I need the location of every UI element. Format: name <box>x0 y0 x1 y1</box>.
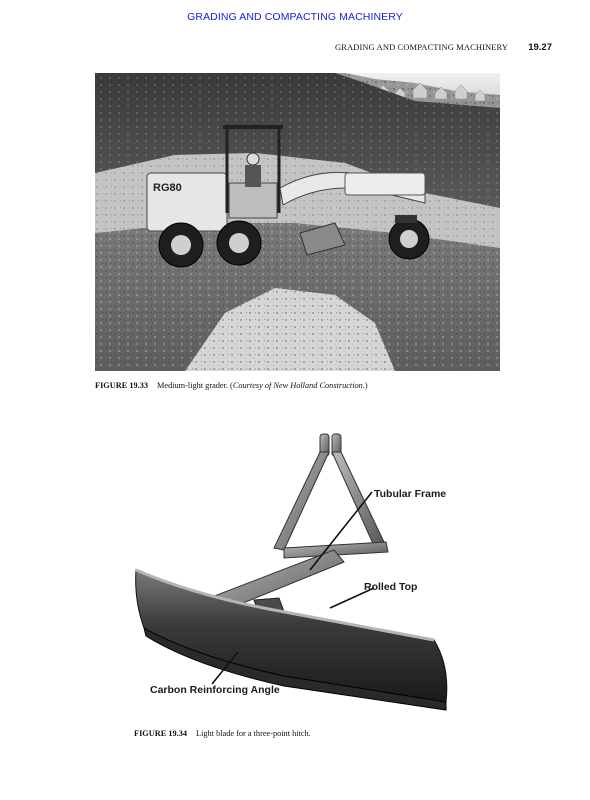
figure-19-33-caption <box>95 381 368 390</box>
figure-19-33-number: FIGURE 19.33 <box>95 381 149 390</box>
tubular-frame-label: Tubular Frame <box>374 488 447 500</box>
figure-19-33-text: Medium-light grader. ( <box>157 381 233 390</box>
running-header <box>335 42 552 53</box>
page-number: 19.27 <box>528 42 552 53</box>
figure-19-34-number: FIGURE 19.34 <box>134 729 188 738</box>
figure-19-33-text-end: ) <box>364 381 368 390</box>
carbon-angle-label: Carbon Reinforcing Angle <box>150 684 280 696</box>
figure-19-33-credit: Courtesy of New Holland Construction. <box>232 381 365 390</box>
rolled-top-label: Rolled Top <box>364 581 418 593</box>
grader-photo <box>95 73 500 371</box>
figure-19-34-caption <box>134 729 311 738</box>
blade-illustration <box>134 430 464 720</box>
running-header-title: GRADING AND COMPACTING MACHINERY <box>334 42 509 52</box>
figure-19-34-text: Light blade for a three-point hitch. <box>196 729 311 738</box>
page-banner: GRADING AND COMPACTING MACHINERY <box>187 11 403 23</box>
svg-text:RG80: RG80 <box>153 182 182 194</box>
